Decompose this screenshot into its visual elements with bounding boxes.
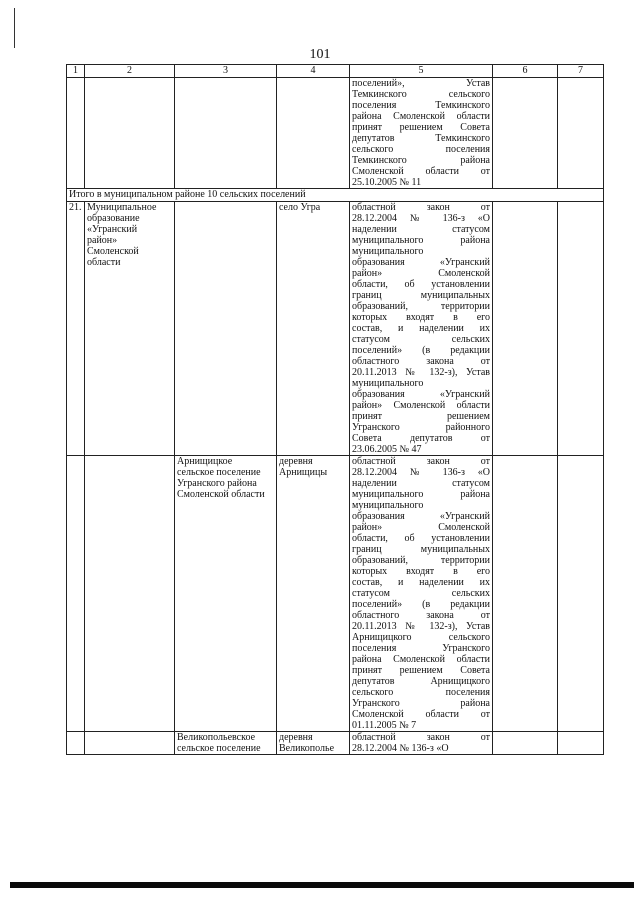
bottom-rule (10, 882, 634, 888)
table-row-arnishitskoe (67, 456, 604, 732)
cell-line: состав, и наделении их (352, 323, 490, 334)
cell-line: области, об установлении (352, 533, 490, 544)
cell-line: принят решением Совета (352, 665, 490, 676)
cell-line: сельского поселения (352, 144, 490, 155)
cell-line: состав, и наделении их (352, 577, 490, 588)
table-row-velikopolevskoe (67, 732, 604, 755)
cell-num (67, 78, 85, 189)
cell-col6 (493, 456, 558, 732)
cell-settlement (175, 456, 277, 732)
cell-line: поселений» (в редакции (352, 599, 490, 610)
cell-line: село Угра (279, 202, 321, 213)
cell-line: 25.10.2005 № 11 (352, 177, 422, 188)
cell-col7 (558, 202, 604, 456)
col-header-7: 7 (558, 65, 604, 78)
col-header-6: 6 (493, 65, 558, 78)
margin-rule (14, 8, 15, 48)
cell-line: район» (87, 235, 118, 246)
cell-municipality (85, 456, 175, 732)
settlements-table (66, 64, 604, 755)
cell-line: которых входят в его (352, 566, 490, 577)
cell-line: 28.12.2004 № 136-з «О (352, 743, 449, 754)
cell-line: областного закона от (352, 356, 490, 367)
cell-legal-basis (350, 78, 493, 189)
cell-legal-basis (350, 732, 493, 755)
cell-line: областной закон от (352, 456, 490, 467)
cell-municipality (85, 202, 175, 456)
cell-center (277, 732, 350, 755)
cell-line: областной закон от (352, 732, 490, 743)
cell-line: «Угранский (87, 224, 138, 235)
cell-line: Угранского района (177, 478, 257, 489)
cell-line: сельское поселение (177, 743, 261, 754)
col-header-3: 3 (175, 65, 277, 78)
summary-row (67, 189, 604, 202)
cell-line: Смоленской области от (352, 709, 490, 720)
cell-line: областной закон от (352, 202, 490, 213)
cell-line: области (87, 257, 121, 268)
cell-line: поселений» (в редакции (352, 345, 490, 356)
cell-line: Угранского района (352, 698, 490, 709)
cell-line: депутатов Арнищицкого (352, 676, 490, 687)
cell-line: Смоленской области от (352, 166, 490, 177)
cell-line: принят решением Совета (352, 122, 490, 133)
cell-line: 23.06.2005 № 47 (352, 444, 422, 455)
col-header-1: 1 (67, 65, 85, 78)
cell-num: 21. (67, 202, 85, 456)
cell-line: район» Смоленской (352, 268, 490, 279)
cell-center (277, 202, 350, 456)
cell-line: 28.12.2004 № 136-з «О (352, 213, 490, 224)
table-row-continued (67, 78, 604, 189)
cell-line: муниципального (352, 378, 424, 389)
cell-line: Арнищицы (279, 467, 328, 478)
cell-col7 (558, 78, 604, 189)
cell-center (277, 456, 350, 732)
page-number: 101 (309, 47, 331, 62)
cell-line: район» Смоленской (352, 522, 490, 533)
cell-line: муниципального (352, 246, 424, 257)
cell-num (67, 456, 85, 732)
cell-line: 20.11.2013 № 132-з), Устав (352, 621, 490, 632)
cell-line: Великополье (279, 743, 335, 754)
cell-line: район» Смоленской области (352, 400, 490, 411)
cell-line: депутатов Темкинского (352, 133, 490, 144)
cell-line: границ муниципальных (352, 290, 490, 301)
cell-line: Темкинского района (352, 155, 490, 166)
cell-center (277, 78, 350, 189)
cell-line: сельское поселение (177, 467, 261, 478)
cell-settlement (175, 78, 277, 189)
cell-line: 20.11.2013 № 132-з), Устав (352, 367, 490, 378)
cell-line: деревня (279, 732, 313, 743)
cell-municipality (85, 732, 175, 755)
cell-line: Смоленской (87, 246, 139, 257)
cell-line: образование (87, 213, 140, 224)
cell-line: наделении статусом (352, 224, 490, 235)
cell-line: образования «Угранский (352, 511, 490, 522)
cell-line: образований, территории (352, 301, 490, 312)
cell-line: Смоленской области (177, 489, 265, 500)
cell-line: принят решением (352, 411, 490, 422)
cell-legal-basis (350, 456, 493, 732)
summary-text: Итого в муниципальном районе 10 сельских поселений (67, 189, 604, 202)
cell-line: района Смоленской области (352, 654, 490, 665)
cell-line: областного закона от (352, 610, 490, 621)
cell-line: образования «Угранский (352, 257, 490, 268)
cell-line: поселений», Устав (352, 78, 490, 89)
col-header-2: 2 (85, 65, 175, 78)
cell-line: Совета депутатов от (352, 433, 490, 444)
cell-line: Угранского районного (352, 422, 490, 433)
col-header-5: 5 (350, 65, 493, 78)
cell-col6 (493, 732, 558, 755)
cell-line: деревня (279, 456, 313, 467)
cell-line: области, об установлении (352, 279, 490, 290)
cell-line: наделении статусом (352, 478, 490, 489)
col-header-4: 4 (277, 65, 350, 78)
cell-line: статусом сельских (352, 334, 490, 345)
cell-line: образования «Угранский (352, 389, 490, 400)
header-row (67, 65, 604, 78)
cell-line: Муниципальное (87, 202, 157, 213)
cell-line: Темкинского сельского (352, 89, 490, 100)
cell-line: 01.11.2005 № 7 (352, 720, 417, 731)
table-row-21 (67, 202, 604, 456)
cell-line: муниципального (352, 500, 424, 511)
cell-line: поселения Темкинского (352, 100, 490, 111)
cell-line: статусом сельских (352, 588, 490, 599)
cell-line: муниципального района (352, 235, 490, 246)
cell-line: образований, территории (352, 555, 490, 566)
cell-line: Арнищицкого сельского (352, 632, 490, 643)
cell-line: сельского поселения (352, 687, 490, 698)
cell-line: которых входят в его (352, 312, 490, 323)
cell-line: поселения Угранского (352, 643, 490, 654)
cell-col6 (493, 202, 558, 456)
cell-line: Арнищицкое (177, 456, 233, 467)
cell-line: границ муниципальных (352, 544, 490, 555)
cell-line: Великопольевское (177, 732, 256, 743)
cell-settlement (175, 732, 277, 755)
cell-col7 (558, 732, 604, 755)
cell-legal-basis (350, 202, 493, 456)
cell-line: муниципального района (352, 489, 490, 500)
cell-settlement (175, 202, 277, 456)
cell-line: 28.12.2004 № 136-з «О (352, 467, 490, 478)
cell-municipality (85, 78, 175, 189)
cell-num (67, 732, 85, 755)
cell-line: района Смоленской области (352, 111, 490, 122)
cell-col6 (493, 78, 558, 189)
cell-col7 (558, 456, 604, 732)
